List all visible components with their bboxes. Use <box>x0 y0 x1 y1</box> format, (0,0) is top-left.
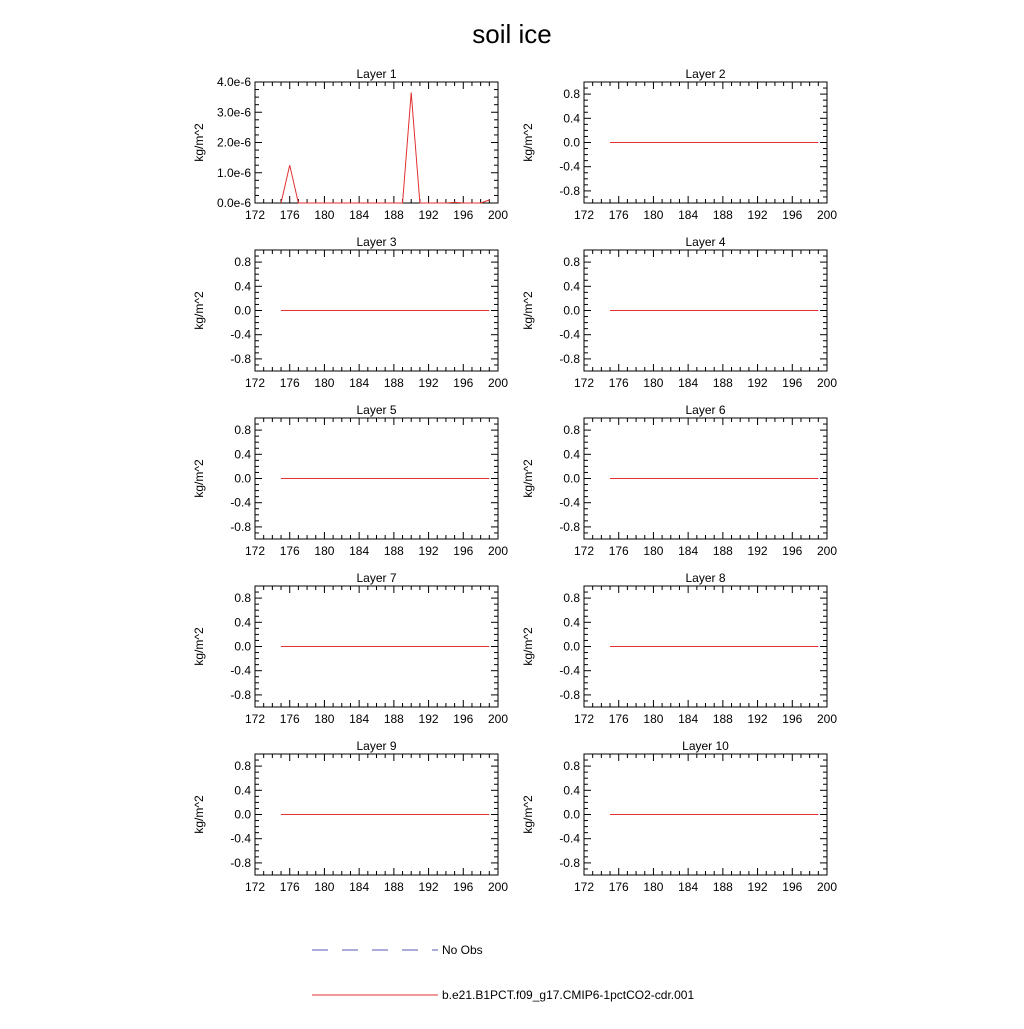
x-tick-label: 180 <box>314 376 335 390</box>
x-tick-label: 184 <box>678 880 699 894</box>
y-tick-label: -0.8 <box>230 519 251 534</box>
y-tick-label: 0.8 <box>234 759 251 774</box>
x-tick-label: 180 <box>643 208 664 222</box>
x-tick-label: 196 <box>453 712 474 726</box>
x-tick-label: 200 <box>487 376 509 390</box>
panels <box>192 67 837 894</box>
x-tick-label: 172 <box>244 712 266 726</box>
x-tick-label: 192 <box>747 208 768 222</box>
x-tick-label: 188 <box>712 544 733 558</box>
x-tick-label: 176 <box>608 880 629 894</box>
y-tick-label: 0.0 <box>563 639 580 654</box>
x-tick-label: 184 <box>349 208 370 222</box>
x-tick-label: 192 <box>418 544 439 558</box>
x-tick-label: 196 <box>453 880 474 894</box>
panel-title: Layer 10 <box>682 739 729 753</box>
panel-layer-5 <box>192 403 508 558</box>
y-axis-label: kg/m^2 <box>521 795 535 834</box>
x-tick-label: 180 <box>643 544 664 558</box>
y-tick-label: 0.4 <box>234 279 251 294</box>
y-tick-label: -0.4 <box>230 663 251 678</box>
y-tick-label: 0.4 <box>234 447 251 462</box>
x-tick-label: 172 <box>244 208 266 222</box>
x-tick-label: 192 <box>747 880 768 894</box>
x-tick-label: 172 <box>244 544 266 558</box>
y-tick-label: 0.0 <box>234 639 251 654</box>
y-tick-label: -0.8 <box>559 183 580 198</box>
y-axis-label: kg/m^2 <box>521 627 535 666</box>
y-tick-label: 0.4 <box>563 615 580 630</box>
x-tick-label: 196 <box>782 208 803 222</box>
y-tick-label: 0.8 <box>563 423 580 438</box>
x-tick-label: 188 <box>383 544 404 558</box>
x-tick-label: 200 <box>816 376 838 390</box>
x-tick-label: 192 <box>747 376 768 390</box>
panel-title: Layer 2 <box>685 67 726 81</box>
panel-title: Layer 5 <box>356 403 397 417</box>
y-axis-label: kg/m^2 <box>192 627 206 666</box>
x-tick-label: 184 <box>678 712 699 726</box>
x-tick-label: 180 <box>643 712 664 726</box>
x-tick-label: 176 <box>279 376 300 390</box>
x-tick-label: 176 <box>608 376 629 390</box>
panel-layer-4 <box>521 235 837 390</box>
panel-layer-2 <box>521 67 837 222</box>
x-tick-label: 200 <box>816 544 838 558</box>
y-tick-label: 0.8 <box>563 759 580 774</box>
y-tick-label: -0.4 <box>559 159 580 174</box>
x-tick-label: 180 <box>314 544 335 558</box>
panel-layer-9 <box>192 739 508 894</box>
panel-layer-10 <box>521 739 837 894</box>
panel-layer-8 <box>521 571 837 726</box>
y-tick-label: 0.8 <box>563 255 580 270</box>
x-tick-label: 188 <box>712 712 733 726</box>
x-tick-label: 180 <box>314 712 335 726</box>
panel-layer-7 <box>192 571 508 726</box>
y-axis-label: kg/m^2 <box>521 291 535 330</box>
y-tick-label: 0.0 <box>563 471 580 486</box>
y-tick-label: 0.8 <box>234 423 251 438</box>
legend-label-run: b.e21.B1PCT.f09_g17.CMIP6-1pctCO2-cdr.001 <box>442 988 695 1002</box>
x-tick-label: 200 <box>816 880 838 894</box>
x-tick-label: 172 <box>573 880 595 894</box>
x-tick-label: 172 <box>573 376 595 390</box>
x-tick-label: 200 <box>487 712 509 726</box>
x-tick-label: 192 <box>418 376 439 390</box>
y-tick-label: 0.8 <box>234 255 251 270</box>
x-tick-label: 188 <box>383 376 404 390</box>
x-tick-label: 196 <box>453 544 474 558</box>
y-tick-label: -0.4 <box>230 495 251 510</box>
y-tick-label: 0.0e-6 <box>216 196 251 210</box>
panel-title: Layer 3 <box>356 235 397 249</box>
y-tick-label: -0.4 <box>559 663 580 678</box>
x-tick-label: 172 <box>244 376 266 390</box>
x-tick-label: 176 <box>279 544 300 558</box>
x-tick-label: 184 <box>349 376 370 390</box>
y-tick-label: 0.4 <box>563 279 580 294</box>
y-tick-label: 0.4 <box>563 783 580 798</box>
x-tick-label: 188 <box>712 376 733 390</box>
x-tick-label: 188 <box>383 880 404 894</box>
x-tick-label: 188 <box>383 208 404 222</box>
x-tick-label: 176 <box>608 208 629 222</box>
x-tick-label: 184 <box>349 544 370 558</box>
series-line <box>281 93 489 203</box>
x-tick-label: 180 <box>643 376 664 390</box>
y-tick-label: 0.0 <box>563 303 580 318</box>
x-tick-label: 188 <box>383 712 404 726</box>
x-tick-label: 184 <box>678 208 699 222</box>
y-tick-label: 0.4 <box>563 447 580 462</box>
y-tick-label: 0.8 <box>563 87 580 102</box>
y-tick-label: 0.8 <box>234 591 251 606</box>
y-tick-label: 0.0 <box>234 807 251 822</box>
panel-title: Layer 8 <box>685 571 726 585</box>
y-axis-label: kg/m^2 <box>192 459 206 498</box>
legend-label-no-obs: No Obs <box>442 943 483 957</box>
x-tick-label: 180 <box>314 208 335 222</box>
y-tick-label: -0.8 <box>559 519 580 534</box>
plot-frame <box>255 82 498 203</box>
y-tick-label: -0.4 <box>559 831 580 846</box>
panel-title: Layer 4 <box>685 235 726 249</box>
x-tick-label: 200 <box>487 208 509 222</box>
y-tick-label: 0.4 <box>234 783 251 798</box>
y-tick-label: -0.8 <box>230 687 251 702</box>
y-tick-label: 2.0e-6 <box>216 135 251 150</box>
y-tick-label: 0.0 <box>234 303 251 318</box>
panel-layer-6 <box>521 403 837 558</box>
x-tick-label: 172 <box>573 208 595 222</box>
y-axis-label: kg/m^2 <box>192 795 206 834</box>
panel-title: Layer 1 <box>356 67 397 81</box>
x-tick-label: 176 <box>279 880 300 894</box>
x-tick-label: 172 <box>573 712 595 726</box>
y-tick-label: -0.8 <box>559 855 580 870</box>
x-tick-label: 172 <box>244 880 266 894</box>
x-tick-label: 200 <box>487 880 509 894</box>
y-axis-label: kg/m^2 <box>521 123 535 162</box>
x-tick-label: 180 <box>643 880 664 894</box>
x-tick-label: 184 <box>349 712 370 726</box>
x-tick-label: 184 <box>678 376 699 390</box>
x-tick-label: 188 <box>712 880 733 894</box>
x-tick-label: 176 <box>608 712 629 726</box>
x-tick-label: 196 <box>453 208 474 222</box>
x-tick-label: 172 <box>573 544 595 558</box>
x-tick-label: 196 <box>782 712 803 726</box>
x-tick-label: 200 <box>816 208 838 222</box>
y-tick-label: -0.4 <box>559 495 580 510</box>
legend <box>312 943 694 1002</box>
panel-title: Layer 7 <box>356 571 397 585</box>
x-tick-label: 200 <box>487 544 509 558</box>
x-tick-label: 192 <box>747 712 768 726</box>
y-axis-label: kg/m^2 <box>521 459 535 498</box>
panel-title: Layer 9 <box>356 739 397 753</box>
y-tick-label: 0.0 <box>234 471 251 486</box>
y-tick-label: -0.8 <box>559 687 580 702</box>
x-tick-label: 192 <box>418 880 439 894</box>
x-tick-label: 196 <box>453 376 474 390</box>
y-tick-label: -0.8 <box>230 351 251 366</box>
x-tick-label: 200 <box>816 712 838 726</box>
y-tick-label: 0.0 <box>563 135 580 150</box>
x-tick-label: 176 <box>279 712 300 726</box>
x-tick-label: 196 <box>782 880 803 894</box>
x-tick-label: 192 <box>747 544 768 558</box>
x-tick-label: 192 <box>418 208 439 222</box>
x-tick-label: 188 <box>712 208 733 222</box>
y-tick-label: 0.4 <box>234 615 251 630</box>
y-tick-label: 3.0e-6 <box>216 105 251 120</box>
x-tick-label: 176 <box>279 208 300 222</box>
panel-layer-3 <box>192 235 508 390</box>
x-tick-label: 184 <box>349 880 370 894</box>
y-tick-label: -0.4 <box>230 831 251 846</box>
x-tick-label: 180 <box>314 880 335 894</box>
y-axis-label: kg/m^2 <box>192 123 206 162</box>
y-tick-label: 1.0e-6 <box>216 165 251 180</box>
y-tick-label: 0.0 <box>563 807 580 822</box>
x-tick-label: 196 <box>782 376 803 390</box>
y-tick-label: 0.4 <box>563 111 580 126</box>
x-tick-label: 184 <box>678 544 699 558</box>
y-tick-label: 0.8 <box>563 591 580 606</box>
y-tick-label: 4.0e-6 <box>216 75 251 89</box>
x-tick-label: 176 <box>608 544 629 558</box>
x-tick-label: 192 <box>418 712 439 726</box>
y-tick-label: -0.4 <box>559 327 580 342</box>
figure-title: soil ice <box>472 19 552 49</box>
panel-layer-1 <box>192 67 508 222</box>
y-axis-label: kg/m^2 <box>192 291 206 330</box>
y-tick-label: -0.4 <box>230 327 251 342</box>
panel-title: Layer 6 <box>685 403 726 417</box>
y-tick-label: -0.8 <box>230 855 251 870</box>
y-tick-label: -0.8 <box>559 351 580 366</box>
x-tick-label: 196 <box>782 544 803 558</box>
